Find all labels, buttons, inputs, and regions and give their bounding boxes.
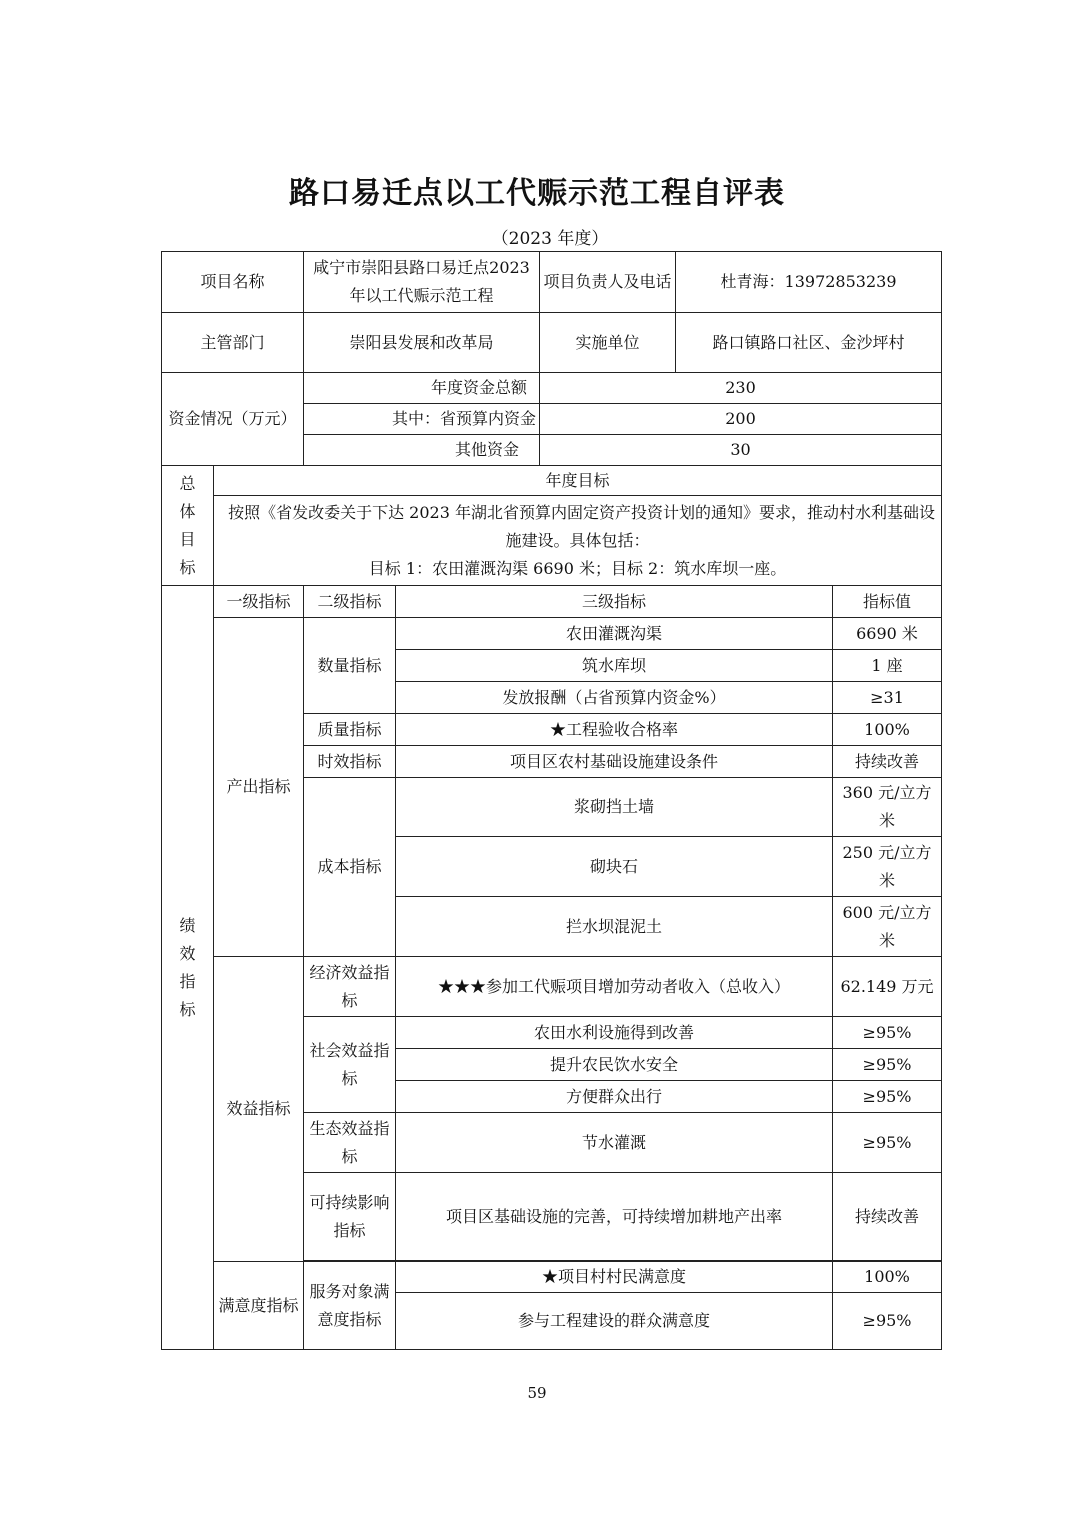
ecological-label: 生态效益指标 [304,1113,396,1173]
sustainable-label: 可持续影响指标 [304,1173,396,1261]
indicator-value: 600 元/立方米 [833,897,942,957]
timeliness-label: 时效指标 [304,746,396,778]
indicator-value: 6690 米 [833,618,942,650]
indicator-value: ≥95% [833,1017,942,1049]
row-funds-total [162,373,942,404]
dept-value: 崇阳县发展和改革局 [304,313,540,373]
indicator-value: 持续改善 [833,746,942,778]
row-goal-header [162,466,942,496]
indicator-value: ≥95% [833,1113,942,1173]
economic-label: 经济效益指标 [304,957,396,1017]
page-subtitle: （2023 年度） [491,229,609,249]
row-dept [162,313,942,373]
indicator-name: 农田灌溉沟渠 [396,618,833,650]
indicator-name: ★工程验收合格率 [396,714,833,746]
quantity-label: 数量指标 [304,618,396,714]
indicator-value: 62.149 万元 [833,957,942,1017]
table-row [162,957,942,1017]
indicators-label-text: 绩效指标 [179,915,196,1019]
row-goal-text [162,496,942,586]
unit-value: 路口镇路口社区、金沙坪村 [676,313,942,373]
satisfaction-sub-label: 服务对象满意度指标 [304,1262,396,1350]
indicator-value: 1 座 [833,650,942,682]
indicator-value: 250 元/立方米 [833,837,942,897]
funds-row-value: 230 [540,373,942,404]
indicator-value: ≥31 [833,682,942,714]
goal-label [162,466,214,586]
row-indicator-headers [162,586,942,618]
cost-label: 成本指标 [304,778,396,957]
indicator-name: 拦水坝混泥土 [396,897,833,957]
table-row [162,618,942,650]
quality-label: 质量指标 [304,714,396,746]
indicator-name: 参与工程建设的群众满意度 [396,1293,833,1350]
indicator-name: 农田水利设施得到改善 [396,1017,833,1049]
indicator-name: 项目区基础设施的完善，可持续增加耕地产出率 [396,1173,833,1261]
indicator-value: ≥95% [833,1081,942,1113]
funds-label: 资金情况（万元） [162,373,304,466]
goal-content [214,496,942,586]
funds-row-label: 其中：省预算内资金 [304,404,540,435]
project-name-value: 咸宁市崇阳县路口易迁点2023 年以工代赈示范工程 [304,252,540,313]
indicator-name: 项目区农村基础设施建设条件 [396,746,833,778]
goal-label-text: 总体目标 [179,473,196,577]
indicator-name: 砌块石 [396,837,833,897]
header-value: 指标值 [833,586,942,618]
funds-row-label: 年度资金总额 [304,373,540,404]
header-level1: 一级指标 [214,586,304,618]
indicator-name: ★★★参加工代赈项目增加劳动者收入（总收入） [396,957,833,1017]
social-label: 社会效益指标 [304,1017,396,1113]
project-name-label: 项目名称 [162,252,304,313]
manager-value: 杜青海：13972853239 [676,252,942,313]
indicator-value: ≥95% [833,1293,942,1350]
goal-text: 按照《省发改委关于下达 2023 年湖北省预算内固定资产投资计划的通知》要求，推动村水利基础设施建设。具体包括： [228,502,935,550]
evaluation-table [161,251,942,1350]
output-label: 产出指标 [214,618,304,957]
indicator-name: 节水灌溉 [396,1113,833,1173]
goal-targets: 目标 1：农田灌溉沟渠 6690 米；目标 2：筑水库坝一座。 [368,558,787,578]
goal-header: 年度目标 [214,466,942,496]
indicator-name: ★项目村村民满意度 [396,1262,833,1293]
funds-row-value: 30 [540,435,942,466]
row-project-name [162,252,942,313]
indicator-name: 发放报酬（占省预算内资金%） [396,682,833,714]
indicator-name: 方便群众出行 [396,1081,833,1113]
indicator-name: 浆砌挡土墙 [396,778,833,837]
page-title: 路口易迁点以工代赈示范工程自评表 [289,176,785,211]
indicator-value: 100% [833,1262,942,1293]
satisfaction-label: 满意度指标 [214,1262,304,1350]
funds-row-value: 200 [540,404,942,435]
indicator-name: 提升农民饮水安全 [396,1049,833,1081]
funds-row-label: 其他资金 [304,435,540,466]
table-row [162,1262,942,1293]
page-number: 59 [527,1384,547,1402]
header-level2: 二级指标 [304,586,396,618]
indicator-value: ≥95% [833,1049,942,1081]
manager-label: 项目负责人及电话 [540,252,676,313]
dept-label: 主管部门 [162,313,304,373]
header-level3: 三级指标 [396,586,833,618]
indicator-name: 筑水库坝 [396,650,833,682]
unit-label: 实施单位 [540,313,676,373]
indicator-value: 360 元/立方米 [833,778,942,837]
benefit-label: 效益指标 [214,957,304,1262]
indicator-value: 100% [833,714,942,746]
indicator-value: 持续改善 [833,1173,942,1261]
indicators-label [162,586,214,1350]
